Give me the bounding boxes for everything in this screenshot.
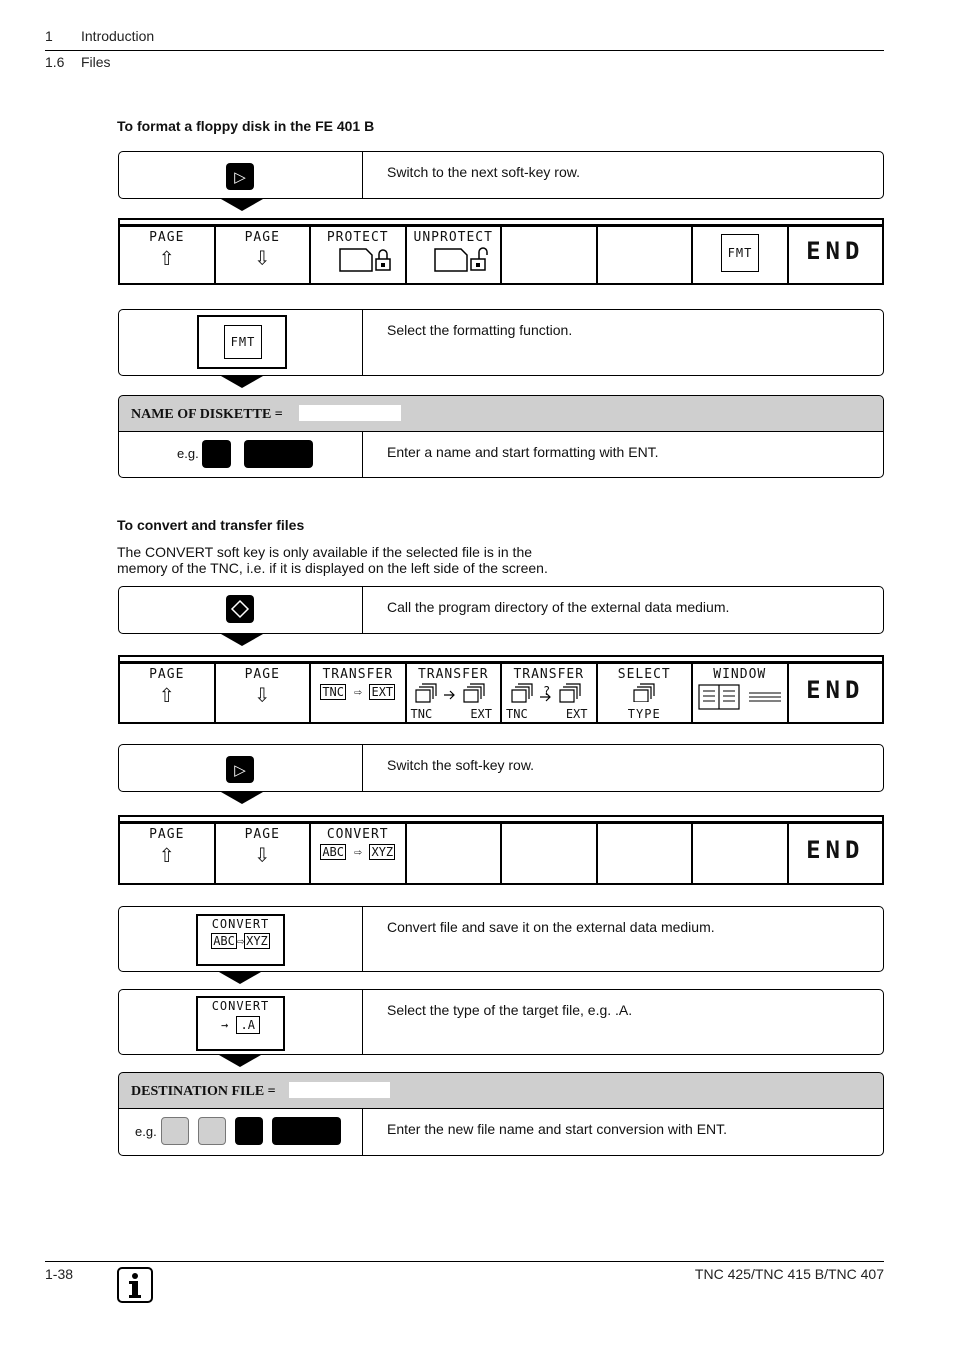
arrow-right-icon: ⇨ (353, 685, 362, 700)
softkey-transfer-multiple[interactable]: TRANSFER TNC EXT (407, 664, 503, 722)
header-section-title: Files (81, 54, 111, 70)
format-heading: To format a floppy disk in the FE 401 B (117, 118, 375, 134)
softkey-page-down[interactable]: PAGE ⇩ (216, 824, 312, 883)
ext-directory-key[interactable] (226, 595, 254, 623)
softkey-transfer-query[interactable]: TRANSFER ? TNC EXT (502, 664, 598, 722)
softkey-page-down[interactable]: PAGE ⇩ (216, 227, 312, 283)
convert-heading: To convert and transfer files (117, 517, 305, 533)
letter-key-grey[interactable] (198, 1117, 226, 1145)
down-arrow-icon (221, 376, 263, 388)
ent-key[interactable] (272, 1117, 341, 1145)
arrow-down-icon: ⇩ (254, 839, 271, 869)
file-unlocked-icon (413, 245, 493, 273)
softkey-empty (502, 227, 598, 283)
step-description: Select the formatting function. (387, 322, 573, 338)
format-step-next-row (118, 151, 884, 199)
softkey-transfer-single[interactable]: TRANSFER TNC ⇨ EXT (311, 664, 407, 722)
header-chapter-number: 1 (45, 28, 53, 44)
diamond-icon (230, 599, 250, 619)
convert-paragraph-line2: memory of the TNC, i.e. if it is displayed on the left side of the screen. (117, 560, 548, 576)
format-step-fmt (118, 309, 884, 376)
convert-step-directory (118, 586, 884, 634)
next-row-key[interactable] (226, 163, 254, 190)
arrow-right-icon: → (221, 1018, 229, 1032)
down-arrow-icon (221, 792, 263, 804)
header-rule (45, 50, 884, 51)
softkey-window[interactable]: WINDOW (693, 664, 789, 722)
step-description: Call the program directory of the external data medium. (387, 599, 730, 615)
softkey-select-type[interactable]: SELECT TYPE (598, 664, 694, 722)
header-chapter-title: Introduction (81, 28, 155, 44)
arrow-right-icon: ⇨ (236, 934, 245, 948)
arrow-right-icon: ⇨ (353, 845, 362, 860)
letter-key-grey[interactable] (161, 1117, 189, 1145)
softkey-page-down[interactable]: PAGE ⇩ (216, 664, 312, 722)
convert-step-switch-row (118, 744, 884, 792)
diskette-name-field[interactable] (299, 405, 401, 421)
softkey-page-up[interactable]: PAGE ⇧ (120, 664, 216, 722)
prompt-diskette-name: NAME OF DISKETTE = (118, 395, 884, 432)
down-arrow-icon (219, 1055, 261, 1067)
arrow-up-icon: ⇧ (158, 839, 175, 869)
file-stack-icon (624, 682, 664, 702)
convert-a-softkey-image[interactable]: CONVERT → .A (196, 996, 285, 1051)
down-arrow-icon (221, 199, 263, 211)
softkey-convert[interactable]: CONVERT ABC ⇨ XYZ (311, 824, 407, 883)
file-locked-icon (318, 245, 398, 273)
step-description: Switch to the next soft-key row. (387, 164, 580, 180)
softkey-empty (598, 227, 694, 283)
down-arrow-icon (219, 972, 261, 984)
convert-softkey-image[interactable]: CONVERT ABC ⇨ XYZ (196, 914, 285, 966)
arrow-up-icon: ⇧ (158, 679, 175, 709)
softkey-empty (598, 824, 694, 883)
fmt-softkey-image[interactable]: FMT (197, 315, 287, 369)
triangle-right-icon: ▷ (234, 761, 246, 779)
step-description: Enter a name and start formatting with ENT. (387, 444, 659, 460)
step-description: Enter the new file name and start conversion with ENT. (387, 1121, 728, 1137)
softkey-end[interactable]: END (806, 676, 865, 704)
softkey-empty (502, 824, 598, 883)
prompt-destination-file: DESTINATION FILE = (118, 1072, 884, 1109)
down-arrow-icon (221, 634, 263, 646)
arrow-up-icon: ⇧ (158, 242, 175, 272)
softkey-row-convert (118, 815, 884, 885)
softkey-empty (693, 824, 789, 883)
step-description: Switch the soft-key row. (387, 757, 535, 773)
convert-step-enter-name: e.g. Enter the new file name and start conversion with ENT. (118, 1108, 884, 1156)
convert-step-type (118, 989, 884, 1055)
page-number: 1-38 (45, 1266, 74, 1282)
next-row-key[interactable] (226, 756, 254, 783)
triangle-right-icon: ▷ (234, 168, 246, 186)
arrow-down-icon: ⇩ (254, 242, 271, 272)
window-layout-icon (695, 682, 785, 712)
multi-file-transfer-icon (408, 682, 498, 704)
destination-file-field[interactable] (289, 1082, 390, 1098)
softkey-end[interactable]: END (806, 836, 865, 864)
softkey-unprotect[interactable]: UNPROTECT (407, 227, 503, 283)
softkey-row-transfer (118, 655, 884, 724)
softkey-page-up[interactable]: PAGE ⇧ (120, 824, 216, 883)
softkey-row-format (118, 218, 884, 285)
letter-key[interactable] (202, 440, 231, 468)
step-description: Select the type of the target file, e.g. .A. (387, 1002, 633, 1018)
ent-key[interactable] (244, 440, 313, 468)
step-description: Convert file and save it on the external data medium. (387, 919, 715, 935)
softkey-empty (407, 824, 503, 883)
arrow-down-icon: ⇩ (254, 679, 271, 709)
softkey-fmt[interactable]: FMT (693, 227, 789, 283)
convert-paragraph-line1: The CONVERT soft key is only available if the selected file is in the (117, 544, 533, 560)
softkey-end[interactable]: END (806, 237, 865, 265)
format-step-enter-name: e.g. Enter a name and start formatting with ENT. (118, 431, 884, 478)
convert-step-convert (118, 906, 884, 972)
header-section-number: 1.6 (45, 54, 65, 70)
info-icon (117, 1267, 153, 1303)
footer-rule (45, 1261, 884, 1262)
letter-key[interactable] (235, 1117, 263, 1145)
footer-title: TNC 425/TNC 415 B/TNC 407 (694, 1266, 884, 1282)
softkey-page-up[interactable]: PAGE ⇧ (120, 227, 216, 283)
softkey-protect[interactable]: PROTECT (311, 227, 407, 283)
